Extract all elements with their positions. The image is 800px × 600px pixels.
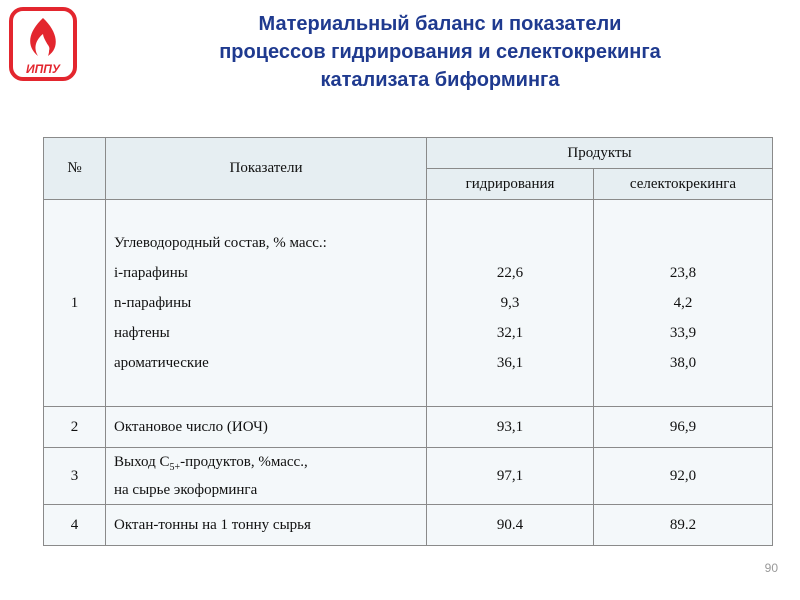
value-hydro — [427, 200, 594, 407]
value-line: 38,0 — [669, 355, 697, 371]
value-line: 22,6 — [496, 265, 524, 281]
row-number: 2 — [44, 407, 106, 448]
value-selecto: 92,0 — [594, 448, 773, 505]
value-selecto — [594, 200, 773, 407]
value-line: 33,9 — [669, 325, 697, 341]
title-line: процессов гидрирования и селектокрекинга — [219, 41, 661, 63]
label-line: i-парафины — [114, 265, 188, 281]
label-line: нафтены — [114, 325, 170, 341]
logo-text: ИППУ — [25, 62, 61, 76]
row-label — [106, 448, 427, 505]
label-part: Выход С — [114, 454, 170, 470]
value-line: 4,2 — [673, 295, 693, 311]
table-row — [44, 448, 773, 505]
table-row — [44, 200, 773, 407]
label-line: ароматические — [114, 355, 209, 371]
page-number: 90 — [764, 561, 778, 575]
value-line: 9,3 — [500, 295, 520, 311]
header-indicator: Показатели — [106, 138, 427, 200]
value-line: 32,1 — [496, 325, 524, 341]
value-line: 23,8 — [669, 265, 697, 281]
header-selecto: селектокрекинга — [594, 169, 773, 200]
row-number: 1 — [44, 200, 106, 407]
value-selecto: 89.2 — [594, 505, 773, 546]
value-selecto: 96,9 — [594, 407, 773, 448]
balance-table — [43, 137, 773, 546]
row-label: Октан-тонны на 1 тонну сырья — [106, 505, 427, 546]
title-line: катализата биформинга — [320, 69, 560, 91]
label-line: Углеводородный состав, % масс.: — [114, 235, 327, 251]
title-line: Материальный баланс и показатели — [258, 13, 622, 35]
table-row — [44, 407, 773, 448]
header-products: Продукты — [427, 138, 773, 169]
label-part: -продуктов, %масс., — [180, 454, 308, 470]
label-subscript: 5+ — [169, 462, 181, 473]
logo — [8, 6, 78, 82]
value-hydro: 97,1 — [427, 448, 594, 505]
header-num: № — [44, 138, 106, 200]
label-line: на сырье экоформинга — [114, 482, 258, 498]
page-title — [150, 10, 730, 94]
value-hydro: 90.4 — [427, 505, 594, 546]
header-hydro: гидрирования — [427, 169, 594, 200]
row-label: Октановое число (ИОЧ) — [106, 407, 427, 448]
value-hydro: 93,1 — [427, 407, 594, 448]
row-label — [106, 200, 427, 407]
table-row — [44, 505, 773, 546]
row-number: 4 — [44, 505, 106, 546]
label-line: n-парафины — [114, 295, 192, 311]
value-line: 36,1 — [496, 355, 524, 371]
row-number: 3 — [44, 448, 106, 505]
